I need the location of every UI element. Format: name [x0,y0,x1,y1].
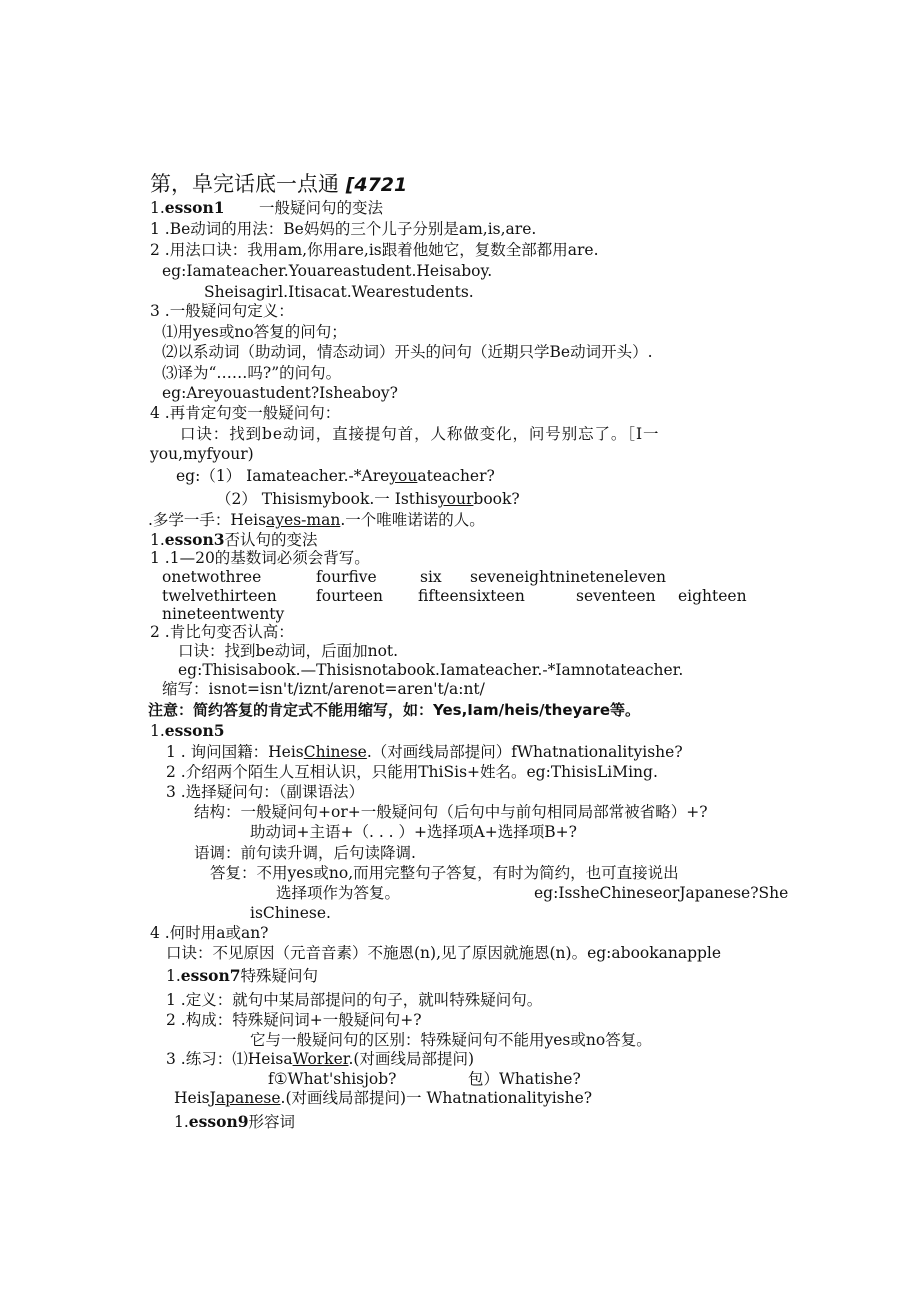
l7-item2: 2 .构成：特殊疑问词+一般疑问句+? [166,1011,422,1029]
l5-answer: 答复：不用yes或no,而用完整句子答复，有时为简约，也可直接说出 [210,864,679,882]
l1-example1: eg:Iamateacher.Youareastudent.Heisaboy. [162,262,493,280]
lesson7-heading: 1.esson7特殊疑问句 [166,966,319,985]
l1-example3: eg:Areyouastudent?Isheaboy? [162,384,398,402]
l1-item3a: ⑴用yes或no答复的问句； [162,323,347,341]
lesson1-heading: 1.esson1 一般疑问句的变法 [150,198,384,217]
numbers-row2-d: seventeen [576,587,656,605]
l7-answer2: 包）Whatishe? [468,1070,581,1088]
numbers-row2-e: eighteen [678,587,747,605]
l3-example: eg:Thisisabook.—Thisisnotabook.Iamateacher.-*Iamnotateacher. [178,661,684,679]
l1-item2: 2 .用法口诀：我用am,你用are,is跟着他她它，复数全部都用are. [150,241,599,259]
numbers-row1-c: six [420,568,442,586]
l1-item1: 1 .Be动词的用法：Be妈妈的三个儿子分别是am,is,are. [150,220,537,238]
l7-exercise2: HeisJapanese.(对画线局部提问)一 Whatnationalityishe? [174,1089,593,1107]
numbers-row1-d: seveneightnineteneleven [470,568,666,586]
l5-item4: 4 .何时用a或an? [150,924,269,942]
l5-answer-cont: 选择项作为答复。 [276,884,401,902]
l3-item1: 1 .1—20的基数词必须会背写。 [150,549,370,567]
numbers-row1-a: onetwothree [162,568,262,586]
l1-item3: 3 .一般疑问句定义： [150,302,294,320]
l5-intonation: 语调：前句读升调，后句读降调. [194,844,416,862]
lesson9-heading: 1.esson9形容词 [174,1112,296,1131]
l5-mnemonic: 口诀：不见原因（元音音素）不施恩(n),见了原因就施恩(n)。eg:abookanapple [166,944,722,962]
numbers-row2-b: fourteen [316,587,384,605]
l3-note: 注意：简约答复的肯定式不能用缩写，如：Yes,Iam/heis/theyare等。 [148,701,640,719]
numbers-row2-c: fifteensixteen [418,587,525,605]
title-text: 第，阜完话底一点通 [150,172,339,196]
l5-item3: 3 .选择疑问句：（副课语法） [166,783,364,801]
l7-answer1: f①What'shisjob? [268,1070,397,1088]
l5-structure: 结构：一般疑问句+or+一般疑问句（后句中与前句相同局部常被省略）+? [194,803,708,821]
numbers-row1-b: fourfive [316,568,377,586]
l1-example4: eg:（1） Iamateacher.-*Areyouateacher? [176,467,495,485]
l1-example2: Sheisagirl.Itisacat.Wearestudents. [204,283,474,301]
document-title [150,174,407,195]
l3-contraction: 缩写：isnot=isn't/iznt/arenot=aren't/a:nt/ [162,680,485,698]
title-code: [4721 [345,174,408,196]
l1-item3b: ⑵以系动词（助动词，情态动词）开头的问句（近期只学Be动词开头）. [162,343,653,361]
numbers-row2-a: twelvethirteen [162,587,277,605]
l1-mnemonic: 口诀：找到be动词，直接提句首，人称做变化，问号别忘了。［I一 [180,425,660,443]
l3-item2: 2 .肯比句变否认高： [150,623,294,641]
l3-mnemonic: 口诀：找到be动词，后面加not. [178,642,399,660]
l5-item1: 1 . 询问国籍：HeisChinese.（对画线局部提问）fWhatnationalityishe? [166,743,683,761]
l1-extra-tip: .多学一手：Heisayes-man.一个唯唯诺诺的人。 [148,511,485,529]
lesson5-heading: 1.esson5 [150,721,225,740]
numbers-row3: nineteentwenty [162,605,285,623]
l7-difference: 它与一般疑问句的区别：特殊疑问句不能用yes或no答复。 [250,1031,652,1049]
l5-answer-example-cont: isChinese. [250,904,331,922]
l5-item2: 2 .介绍两个陌生人互相认识，只能用ThiSis+姓名。eg:ThisisLiMing. [166,763,658,781]
l5-answer-example: eg:IssheChineseorJapanese?She [534,884,789,902]
l1-mnemonic-cont: you,myfyour) [150,445,254,463]
l7-item3: 3 .练习：⑴HeisaWorker.(对画线局部提问) [166,1050,474,1068]
l1-example5: （2） Thisismybook.一 Isthisyourbook? [216,490,520,508]
l5-structure2: 助动词+主语+（. . . ）+选择项A+选择项B+? [250,823,577,841]
lesson3-heading: 1.esson3否认句的变法 [150,530,318,549]
l1-item4: 4 .再肯定句变一般疑问句： [150,404,341,422]
l7-item1: 1 .定义：就句中某局部提问的句子，就叫特殊疑问句。 [166,991,543,1009]
l1-item3c: ⑶译为“……吗?”的问句。 [162,364,342,382]
